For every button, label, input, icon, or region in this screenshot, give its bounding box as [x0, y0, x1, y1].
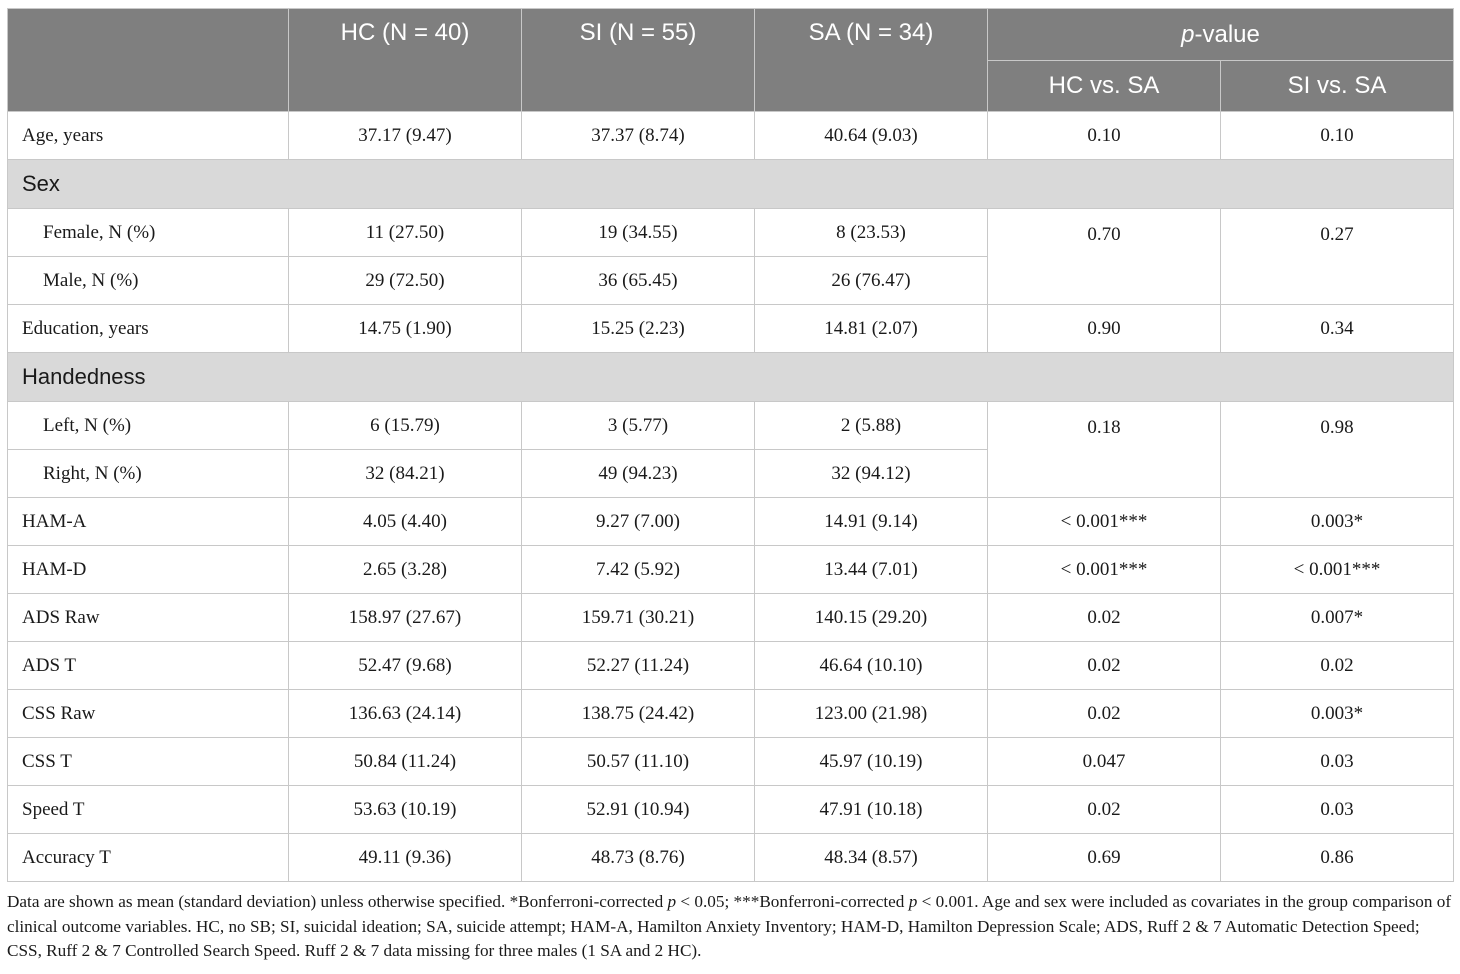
cell-p-si-sa: 0.003*: [1221, 690, 1454, 738]
cell-hc: 50.84 (11.24): [289, 738, 522, 786]
table-footnote: [7, 890, 1453, 964]
header-pvalue: [988, 9, 1454, 61]
table-header: [8, 9, 1454, 112]
cell-p-si-sa: 0.86: [1221, 834, 1454, 882]
cell-sa: 45.97 (10.19): [755, 738, 988, 786]
cell-p-hc-sa: 0.69: [988, 834, 1221, 882]
cell-si: 37.37 (8.74): [522, 112, 755, 160]
section-label-handedness: Handedness: [8, 353, 1454, 402]
cell-si: 48.73 (8.76): [522, 834, 755, 882]
cell-p-hc-sa: < 0.001***: [988, 498, 1221, 546]
section-row-handedness: [8, 353, 1454, 402]
cell-p-si-sa: 0.98: [1221, 402, 1454, 498]
pvalue-p: p: [1181, 20, 1195, 48]
cell-sa: 46.64 (10.10): [755, 642, 988, 690]
section-row-sex: [8, 160, 1454, 209]
table-row-ads-t: [8, 642, 1454, 690]
cell-sa: 47.91 (10.18): [755, 786, 988, 834]
cell-p-si-sa: 0.03: [1221, 786, 1454, 834]
cell-si: 138.75 (24.42): [522, 690, 755, 738]
footnote-p-italic-1: p: [667, 892, 677, 911]
cell-p-hc-sa: 0.02: [988, 690, 1221, 738]
cell-p-si-sa: < 0.001***: [1221, 546, 1454, 594]
cell-p-hc-sa: 0.02: [988, 786, 1221, 834]
cell-p-hc-sa: 0.047: [988, 738, 1221, 786]
cell-hc: 136.63 (24.14): [289, 690, 522, 738]
row-label: ADS T: [8, 642, 289, 690]
cell-sa: 40.64 (9.03): [755, 112, 988, 160]
row-label: CSS T: [8, 738, 289, 786]
cell-si: 52.27 (11.24): [522, 642, 755, 690]
table-row-education: [8, 305, 1454, 353]
cell-hc: 29 (72.50): [289, 257, 522, 305]
header-row: [8, 9, 1454, 61]
cell-si: 3 (5.77): [522, 402, 755, 450]
cell-p-si-sa: 0.03: [1221, 738, 1454, 786]
cell-hc: 158.97 (27.67): [289, 594, 522, 642]
header-si: SI (N = 55): [522, 9, 755, 112]
row-label: HAM-D: [8, 546, 289, 594]
cell-si: 7.42 (5.92): [522, 546, 755, 594]
cell-si: 52.91 (10.94): [522, 786, 755, 834]
cell-p-si-sa: 0.27: [1221, 209, 1454, 305]
cell-si: 50.57 (11.10): [522, 738, 755, 786]
header-sa: SA (N = 34): [755, 9, 988, 112]
table-row-speed-t: [8, 786, 1454, 834]
cell-si: 49 (94.23): [522, 450, 755, 498]
cell-hc: 4.05 (4.40): [289, 498, 522, 546]
cell-hc: 53.63 (10.19): [289, 786, 522, 834]
cell-sa: 123.00 (21.98): [755, 690, 988, 738]
table-row-ads-raw: [8, 594, 1454, 642]
cell-p-si-sa: 0.02: [1221, 642, 1454, 690]
row-label: Female, N (%): [8, 209, 289, 257]
row-label: Age, years: [8, 112, 289, 160]
table-row-ham-a: [8, 498, 1454, 546]
cell-si: 19 (34.55): [522, 209, 755, 257]
cell-sa: 14.91 (9.14): [755, 498, 988, 546]
cell-p-hc-sa: 0.02: [988, 642, 1221, 690]
cell-sa: 140.15 (29.20): [755, 594, 988, 642]
row-label: Education, years: [8, 305, 289, 353]
row-label: Right, N (%): [8, 450, 289, 498]
footnote-part-1: Data are shown as mean (standard deviation) unless otherwise specified. *Bonferroni-corrected: [7, 892, 668, 911]
cell-p-hc-sa: 0.90: [988, 305, 1221, 353]
cell-p-hc-sa: 0.02: [988, 594, 1221, 642]
cell-sa: 8 (23.53): [755, 209, 988, 257]
row-label: HAM-A: [8, 498, 289, 546]
cell-p-si-sa: 0.003*: [1221, 498, 1454, 546]
cell-sa: 26 (76.47): [755, 257, 988, 305]
cell-hc: 6 (15.79): [289, 402, 522, 450]
table-body: [8, 112, 1454, 882]
row-label: Left, N (%): [8, 402, 289, 450]
cell-sa: 32 (94.12): [755, 450, 988, 498]
cell-hc: 14.75 (1.90): [289, 305, 522, 353]
table-row-ham-d: [8, 546, 1454, 594]
cell-p-si-sa: 0.10: [1221, 112, 1454, 160]
cell-sa: 14.81 (2.07): [755, 305, 988, 353]
cell-sa: 13.44 (7.01): [755, 546, 988, 594]
row-label: Male, N (%): [8, 257, 289, 305]
table-row-left: [8, 402, 1454, 450]
cell-hc: 11 (27.50): [289, 209, 522, 257]
header-corner-cell: [8, 9, 289, 112]
table-row-age: [8, 112, 1454, 160]
footnote-p-italic-2: p: [908, 892, 918, 911]
row-label: CSS Raw: [8, 690, 289, 738]
row-label: ADS Raw: [8, 594, 289, 642]
table-container: [7, 8, 1453, 964]
cell-sa: 48.34 (8.57): [755, 834, 988, 882]
footnote-part-2: < 0.05; ***Bonferroni-corrected: [676, 892, 909, 911]
cell-si: 9.27 (7.00): [522, 498, 755, 546]
cell-sa: 2 (5.88): [755, 402, 988, 450]
cell-hc: 37.17 (9.47): [289, 112, 522, 160]
table-row-accuracy-t: [8, 834, 1454, 882]
cell-hc: 49.11 (9.36): [289, 834, 522, 882]
table-row-css-t: [8, 738, 1454, 786]
cell-si: 159.71 (30.21): [522, 594, 755, 642]
cell-hc: 52.47 (9.68): [289, 642, 522, 690]
cell-p-hc-sa: < 0.001***: [988, 546, 1221, 594]
cell-p-hc-sa: 0.10: [988, 112, 1221, 160]
clinical-outcomes-table: [7, 8, 1454, 882]
cell-p-hc-sa: 0.18: [988, 402, 1221, 498]
cell-p-si-sa: 0.34: [1221, 305, 1454, 353]
table-row-css-raw: [8, 690, 1454, 738]
footnote-part-3: < 0.001. Age and sex were included as covariates in the group comparison of clinical outcome variables. HC, no SB; SI, suicidal ideation; SA, suicide attempt; HAM-A, Hamilton Anxiety Inventory; HAM-D, Hamilton Depression Scale; ADS, Ruff 2 & 7 Automatic Detection Speed; CSS, Ruff 2 & 7 Controlled Search Speed. Ruff 2 & 7 data missing for three males (1 SA and 2 HC).: [7, 892, 1452, 960]
header-hc: HC (N = 40): [289, 9, 522, 112]
row-label: Speed T: [8, 786, 289, 834]
cell-p-si-sa: 0.007*: [1221, 594, 1454, 642]
cell-hc: 32 (84.21): [289, 450, 522, 498]
section-label-sex: Sex: [8, 160, 1454, 209]
pvalue-suffix: -value: [1194, 20, 1260, 48]
row-label: Accuracy T: [8, 834, 289, 882]
cell-hc: 2.65 (3.28): [289, 546, 522, 594]
table-row-female: [8, 209, 1454, 257]
cell-si: 36 (65.45): [522, 257, 755, 305]
cell-si: 15.25 (2.23): [522, 305, 755, 353]
cell-p-hc-sa: 0.70: [988, 209, 1221, 305]
header-hc-vs-sa: HC vs. SA: [988, 61, 1221, 112]
header-si-vs-sa: SI vs. SA: [1221, 61, 1454, 112]
